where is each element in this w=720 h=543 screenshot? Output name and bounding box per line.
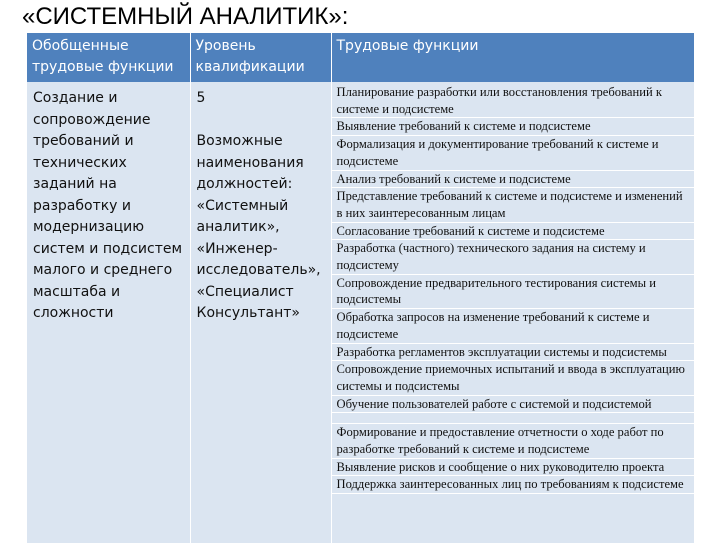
- labor-function-item: Выявление рисков и сообщение о них руководителю проекта: [332, 459, 695, 477]
- labor-function-item: Разработка (частного) технического задания на систему и подсистему: [332, 240, 695, 274]
- labor-function-item: Обучение пользователей работе с системой и подсистемой: [332, 396, 695, 414]
- labor-function-item: Планирование разработки или восстановления требований к системе и подсистеме: [332, 82, 695, 118]
- functions-table: [27, 33, 695, 543]
- table-header-row: [27, 33, 694, 82]
- labor-function-item: Сопровождение приемочных испытаний и ввода в эксплуатацию системы и подсистемы: [332, 361, 695, 395]
- labor-function-item: Формализация и документирование требований к системе и подсистеме: [332, 136, 695, 170]
- possible-positions-text: Возможные наименования должностей: «Системный аналитик», «Инженер-исследователь», «Специалист Консультант»: [196, 133, 321, 321]
- labor-function-item: Обработка запросов на изменение требований к системе и подсистеме: [332, 309, 695, 343]
- page-title: «СИСТЕМНЫЙ АНАЛИТИК»:: [22, 3, 349, 30]
- labor-function-item: Представление требований к системе и подсистеме и изменений в них заинтересованным лицам: [332, 188, 695, 222]
- qualification-level-value: 5: [196, 90, 206, 106]
- labor-function-item: Выявление требований к системе и подсистеме: [332, 118, 695, 136]
- labor-function-item: Разработка регламентов эксплуатации системы и подсистемы: [332, 344, 695, 362]
- header-labor-functions: Трудовые функции: [331, 33, 694, 82]
- qualification-cell: [190, 82, 331, 543]
- labor-function-item: Формирование и предоставление отчетности о ходе работ по разработке требований к системе и подсистеме: [332, 423, 695, 458]
- generalized-function-text: Создание и сопровождение требований и технических заданий на разработку и модернизацию систем и подсистем малого и среднего масштаба и сложности: [33, 90, 183, 321]
- labor-function-item: Поддержка заинтересованных лиц по требованиям к подсистеме: [332, 476, 695, 494]
- generalized-function-cell: [27, 82, 190, 543]
- table-row: [27, 82, 694, 543]
- labor-function-item: Сопровождение предварительного тестирования системы и подсистемы: [332, 275, 695, 309]
- header-qualification-level: Уровень квалификации: [190, 33, 331, 82]
- labor-function-item: Согласование требований к системе и подсистеме: [332, 223, 695, 241]
- labor-function-item: Анализ требований к системе и подсистеме: [332, 171, 695, 189]
- labor-functions-cell: [331, 82, 694, 543]
- header-generalized-functions: Обобщенные трудовые функции: [27, 33, 190, 82]
